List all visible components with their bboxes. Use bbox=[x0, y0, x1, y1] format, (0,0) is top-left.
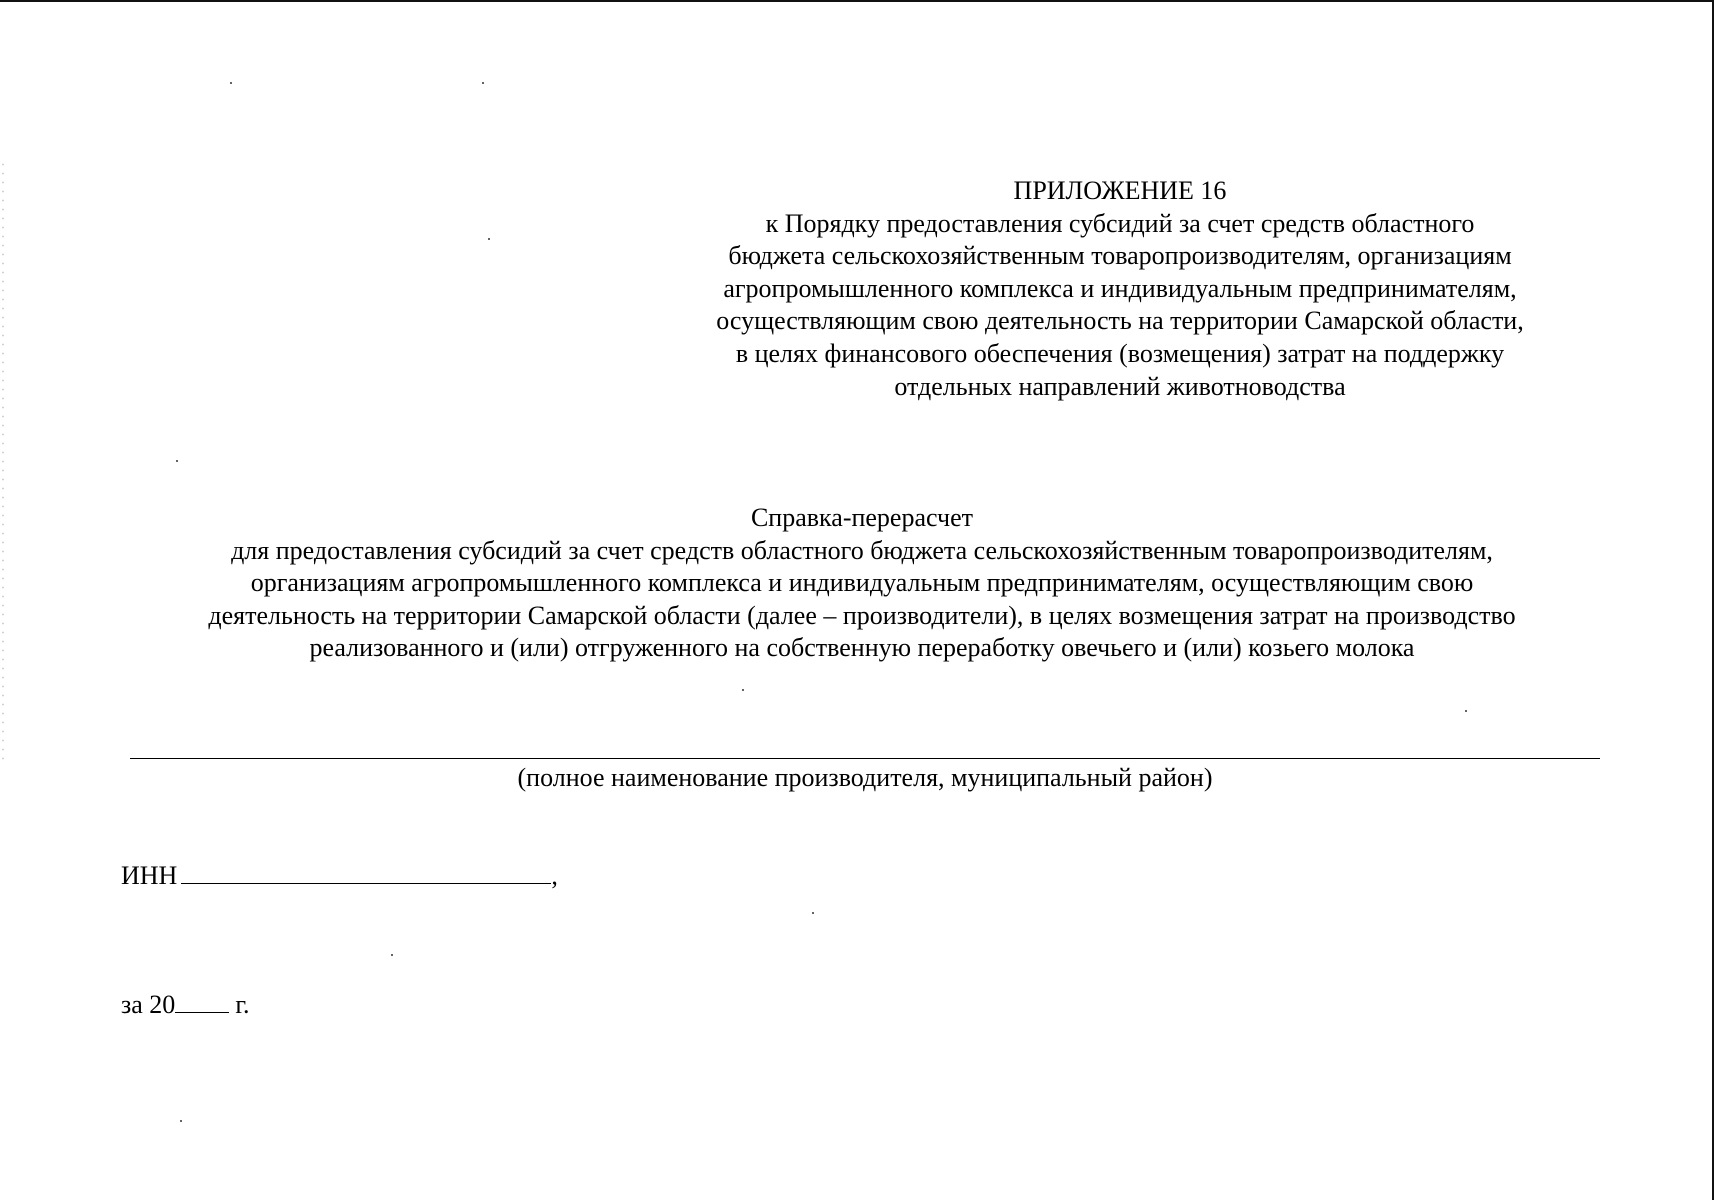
appendix-line: к Порядку предоставления субсидий за счет средств областного bbox=[765, 208, 1475, 238]
producer-name-field[interactable] bbox=[130, 758, 1600, 759]
appendix-header bbox=[640, 175, 1600, 403]
appendix-line: агропромышленного комплекса и индивидуальным предпринимателям, bbox=[723, 273, 1517, 303]
scan-speck bbox=[230, 82, 232, 84]
scan-speck bbox=[391, 954, 393, 956]
appendix-line: в целях финансового обеспечения (возмещения) затрат на поддержку bbox=[735, 338, 1505, 368]
producer-name-caption: (полное наименование производителя, муниципальный район) bbox=[517, 763, 1213, 792]
certificate-line: организациям агропромышленного комплекса и индивидуальным предпринимателям, осуществляющим свою bbox=[250, 568, 1474, 598]
year-prefix: за 20 bbox=[121, 990, 176, 1019]
scan-edge-left-noise bbox=[0, 160, 6, 760]
scan-speck bbox=[742, 689, 744, 691]
scan-edge-top bbox=[0, 0, 1714, 2]
appendix-line: бюджета сельскохозяйственным товаропроизводителям, организациям bbox=[728, 241, 1512, 271]
inn-field[interactable] bbox=[181, 861, 551, 884]
inn-suffix: , bbox=[551, 861, 558, 890]
year-suffix: г. bbox=[235, 990, 250, 1019]
inn-row bbox=[121, 860, 558, 892]
scan-speck bbox=[176, 460, 178, 462]
scan-speck bbox=[488, 238, 490, 240]
appendix-title: ПРИЛОЖЕНИЕ 16 bbox=[1013, 176, 1227, 205]
certificate-title: Справка-перерасчет bbox=[750, 503, 974, 532]
certificate-line: деятельность на территории Самарской области (далее – производители), в целях возмещения затрат на производство bbox=[208, 600, 1516, 630]
scan-speck bbox=[482, 82, 484, 84]
appendix-line: осуществляющим свою деятельность на территории Самарской области, bbox=[716, 306, 1524, 336]
scan-speck bbox=[1465, 710, 1467, 712]
appendix-line: отдельных направлений животноводства bbox=[894, 371, 1346, 401]
scan-speck bbox=[180, 1120, 182, 1122]
inn-label: ИНН bbox=[121, 861, 178, 890]
certificate-line: реализованного и (или) отгруженного на собственную переработку овечьего и (или) козьего молока bbox=[309, 633, 1415, 663]
year-field[interactable] bbox=[175, 990, 229, 1013]
scan-speck bbox=[812, 912, 814, 914]
year-row bbox=[121, 989, 250, 1021]
certificate-line: для предоставления субсидий за счет средств областного бюджета сельскохозяйственным товаропроизводителям, bbox=[231, 535, 1493, 565]
certificate-heading bbox=[110, 502, 1614, 665]
